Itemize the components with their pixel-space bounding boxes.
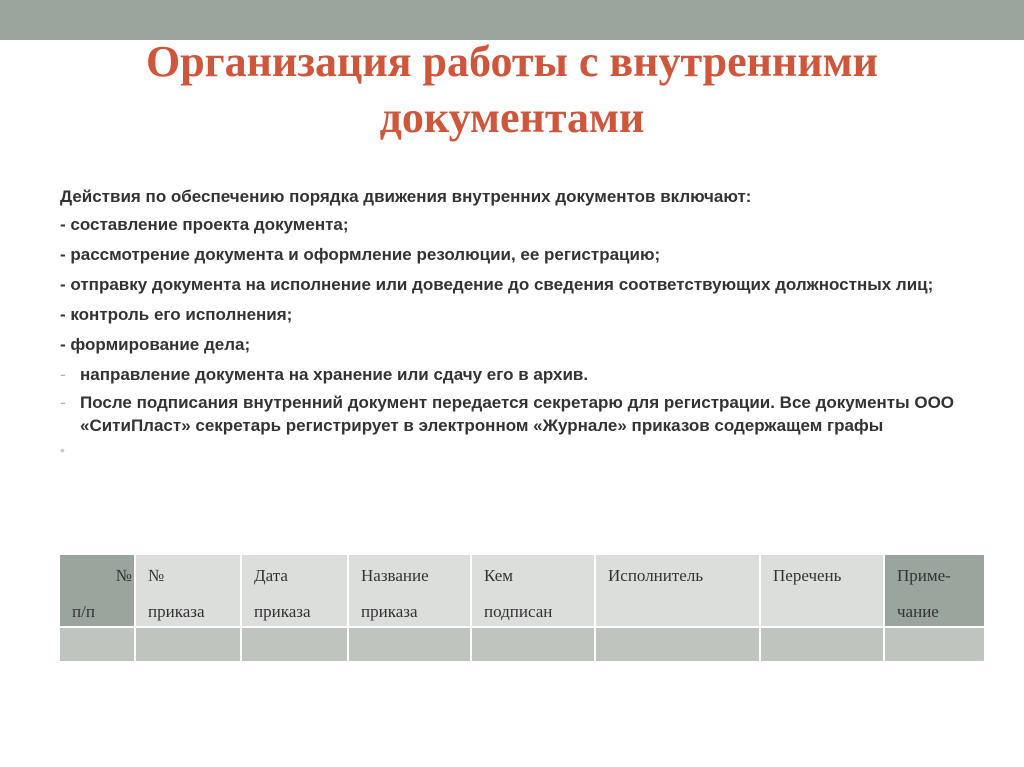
- header-cell-list: Перечень: [760, 554, 884, 627]
- bullet-marker: -: [60, 365, 66, 384]
- bullet-text: После подписания внутренний документ передается секретарю для регистрации. Все документы ООО «СитиПласт» секретарь регистрирует в электронном «Журнале» приказов содержащем графы: [80, 393, 955, 435]
- table-cell: [760, 627, 884, 662]
- list-item: - контроль его исполнения;: [60, 305, 293, 324]
- table-header-row: [59, 554, 985, 627]
- table-cell: [884, 627, 985, 662]
- table-cell: [135, 627, 241, 662]
- table-cell: [241, 627, 348, 662]
- header-cell-signed-by: Кем подписан: [471, 554, 595, 627]
- slide-title: Организация работы с внутренними документами: [145, 37, 878, 142]
- bullet-text: направление документа на хранение или сдачу его в архив.: [80, 365, 589, 384]
- slide-body: [60, 184, 960, 464]
- table-cell: [348, 627, 471, 662]
- table-cell: [595, 627, 760, 662]
- header-cell-order-date: Дата приказа: [241, 554, 348, 627]
- list-item: - рассмотрение документа и оформление резолюции, ее регистрацию;: [60, 245, 661, 264]
- header-cell-number: № п/п: [59, 554, 135, 627]
- header-cell-order-number: № приказа: [135, 554, 241, 627]
- list-item: - формирование дела;: [60, 335, 251, 354]
- list-item: - составление проекта документа;: [60, 215, 349, 234]
- bullet-item: [60, 363, 960, 386]
- intro-text: Действия по обеспечению порядка движения внутренних документов включают:: [60, 187, 752, 206]
- bullet-marker: -: [60, 393, 66, 412]
- bullet-dot-icon: •: [60, 442, 65, 458]
- empty-bullet-item: [60, 442, 960, 464]
- header-cell-order-name: Название приказа: [348, 554, 471, 627]
- header-cell-executor: Исполнитель: [595, 554, 760, 627]
- journal-columns-table: [58, 553, 986, 663]
- table-cell: [471, 627, 595, 662]
- table-row: [59, 627, 985, 662]
- header-cell-note: Приме- чание: [884, 554, 985, 627]
- list-item: - отправку документа на исполнение или доведение до сведения соответствующих должностных лиц;: [60, 275, 934, 294]
- table-cell: [59, 627, 135, 662]
- bullet-item: [60, 391, 960, 437]
